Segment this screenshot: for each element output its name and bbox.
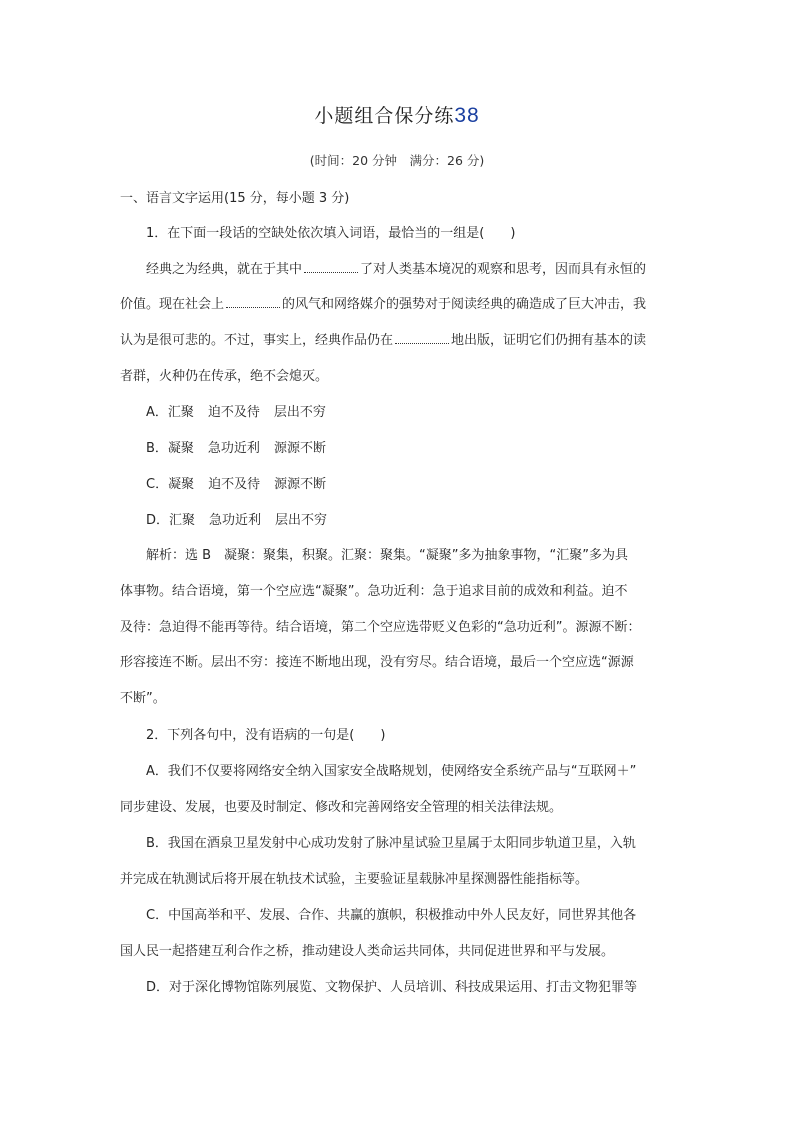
option-word: 源源不断 [274, 477, 327, 492]
q1-stem: 1．在下面一段话的空缺处依次填入词语，最恰当的一组是( ) [146, 226, 516, 241]
q1-option-a [146, 403, 326, 423]
q1-passage-text: 认为是很可悲的。不过，事实上，经典作品仍在 [120, 333, 394, 348]
q2-option-d-line-1: D．对于深化博物馆陈列展览、文物保护、人员培训、科技成果运用、打击文物犯罪等 [146, 980, 638, 995]
q1-passage-line-4: 者群，火种仍在传承，绝不会熄灭。 [120, 369, 329, 384]
q1-passage-text: 经典之为经典，就在于其中 [146, 262, 303, 277]
option-word: 急功近利 [209, 513, 262, 528]
option-word: 层出不穷 [275, 513, 328, 528]
q1-passage-text: 的风气和网络媒介的强势对于阅读经典的确造成了巨大冲击，我 [282, 297, 647, 312]
q2-option-c-line-1: C．中国高举和平、发展、合作、共赢的旗帜，积极推动中外人民友好，同世界其他各 [146, 908, 637, 923]
section-heading: 一、语言文字运用(15 分，每小题 3 分) [120, 191, 350, 206]
q1-analysis-line: 不断”。 [120, 691, 166, 706]
option-word: 源源不断 [273, 441, 326, 456]
option-label: C．凝聚 [146, 477, 195, 492]
q1-passage-line-2 [120, 295, 646, 315]
option-word: 迫不及待 [208, 477, 261, 492]
blank-3 [395, 331, 449, 344]
q1-analysis-line: 及待：急迫得不能再等待。结合语境，第二个空应选带贬义色彩的“急功近利”。源源不断： [120, 620, 641, 635]
option-label: A．汇聚 [146, 405, 194, 420]
q1-analysis-line: 形容接连不断。层出不穷：接连不断地出现，没有穷尽。结合语境，最后一个空应选“源源 [120, 655, 634, 670]
q2-option-b-line-2: 并完成在轨测试后将开展在轨技术试验，主要验证星载脉冲星探测器性能指标等。 [120, 872, 589, 887]
q1-analysis-line: 解析：选 B 凝聚：聚集，积聚。汇聚：聚集。“凝聚”多为抽象事物，“汇聚”多为具 [146, 548, 628, 563]
time-score-info: (时间：20 分钟 满分：26 分) [309, 153, 485, 168]
q2-stem: 2．下列各句中，没有语病的一句是( ) [146, 728, 386, 743]
page-title [0, 101, 794, 128]
blank-1 [304, 260, 358, 273]
q2-option-a-line-1: A．我们不仅要将网络安全纳入国家安全战略规划，使网络安全系统产品与“互联网＋” [146, 764, 637, 779]
title-number: 38 [454, 104, 480, 127]
q2-option-c-line-2: 国人民一起搭建互利合作之桥，推动建设人类命运共同体，共同促进世界和平与发展。 [120, 944, 615, 959]
option-word: 层出不穷 [273, 405, 326, 420]
option-word: 迫不及待 [207, 405, 260, 420]
blank-2 [226, 295, 280, 308]
q2-option-a-line-2: 同步建设、发展，也要及时制定、修改和完善网络安全管理的相关法律法规。 [120, 800, 563, 815]
option-label: B．凝聚 [146, 441, 194, 456]
q1-option-b [146, 439, 326, 459]
option-label: D．汇聚 [146, 513, 196, 528]
q1-passage-line-1 [146, 260, 646, 280]
q1-option-d [146, 511, 327, 531]
q1-option-c [146, 475, 326, 495]
q1-passage-text: 价值。现在社会上 [120, 297, 225, 312]
q1-analysis-line: 体事物。结合语境，第一个空应选“凝聚”。急功近利：急于追求目前的成效和利益。迫不 [120, 584, 628, 599]
q1-passage-line-3 [120, 331, 646, 351]
option-word: 急功近利 [207, 441, 260, 456]
q1-passage-text: 了对人类基本境况的观察和思考，因而具有永恒的 [360, 262, 647, 277]
q2-option-b-line-1: B．我国在酒泉卫星发射中心成功发射了脉冲星试验卫星属于太阳同步轨道卫星，入轨 [146, 836, 636, 851]
title-text: 小题组合保分练 [314, 105, 455, 127]
q1-passage-text: 地出版，证明它们仍拥有基本的读 [451, 333, 647, 348]
